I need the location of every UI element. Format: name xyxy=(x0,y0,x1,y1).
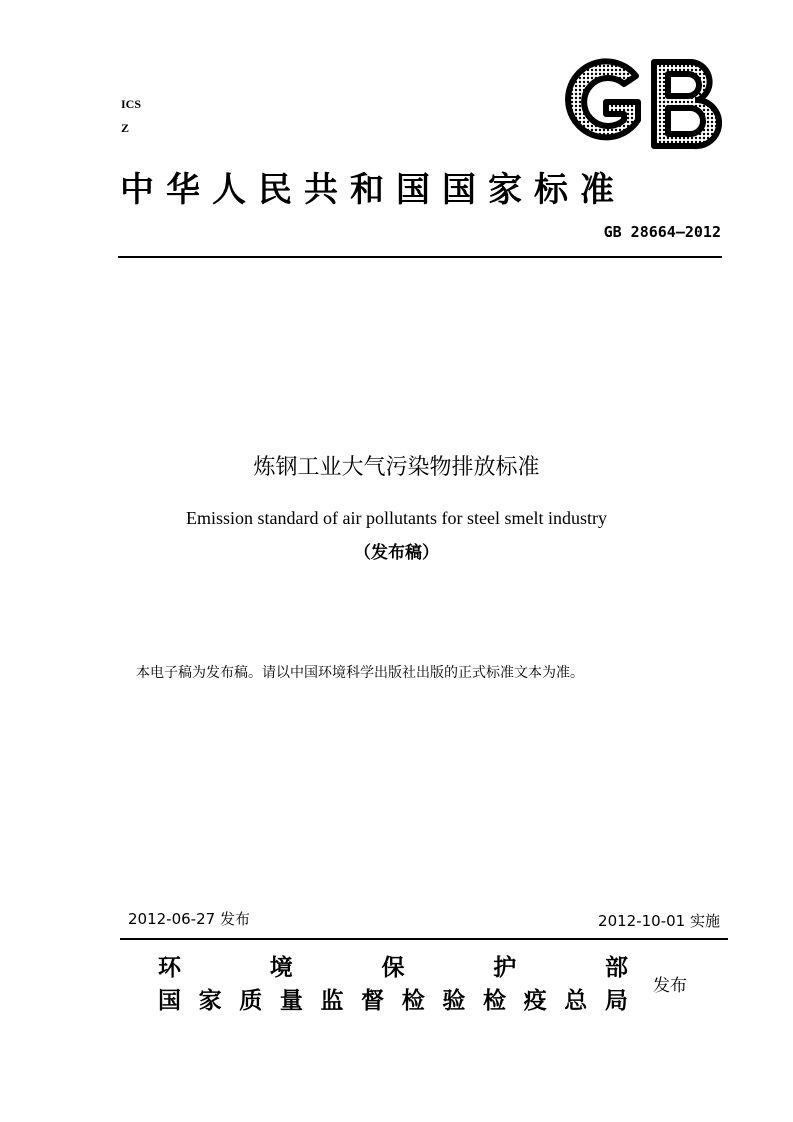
issuer-suffix: 发布 xyxy=(653,976,687,996)
issuer-char: 局 xyxy=(604,987,628,1014)
issuer-char: 疫 xyxy=(523,987,547,1014)
issuer-char: 检 xyxy=(483,987,506,1014)
issuer-char: 督 xyxy=(361,987,385,1014)
issuer-char: 部 xyxy=(605,954,628,981)
issuer-ministry xyxy=(158,951,628,985)
issuer-char: 家 xyxy=(198,987,222,1014)
standard-number: GB 28664—2012 xyxy=(603,223,721,241)
issuer-char: 检 xyxy=(401,987,425,1014)
issuer-char: 国 xyxy=(158,987,181,1014)
ics-label: ICS xyxy=(121,97,142,111)
issuer-char: 质 xyxy=(239,987,263,1014)
draft-label: （发布稿） xyxy=(354,543,439,563)
issuer-aqsiq xyxy=(158,984,628,1018)
category-code: Z xyxy=(121,121,130,135)
issuer-char: 量 xyxy=(279,987,303,1014)
issuer-char: 监 xyxy=(320,987,344,1014)
document-title-en: Emission standard of air pollutants for steel smelt industry xyxy=(186,508,607,528)
issuer-char: 验 xyxy=(442,987,466,1014)
issuer-char: 护 xyxy=(493,954,517,981)
publication-notice: 本电子稿为发布稿。请以中国环境科学出版社出版的正式标准文本为准。 xyxy=(136,665,584,681)
issuer-char: 境 xyxy=(269,954,293,981)
issuer-char: 保 xyxy=(381,954,405,981)
national-standard-title: 中华人民共和国国家标准 xyxy=(120,170,626,210)
issuer-char: 环 xyxy=(158,954,181,981)
document-title-cn: 炼钢工业大气污染物排放标准 xyxy=(253,455,540,480)
footer-divider xyxy=(120,938,728,940)
issuer-char: 总 xyxy=(564,987,588,1014)
gb-logo xyxy=(562,56,722,152)
implementation-date: 2012-10-01 实施 xyxy=(598,912,720,930)
header-divider xyxy=(118,256,722,258)
issue-date: 2012-06-27 发布 xyxy=(128,910,250,928)
